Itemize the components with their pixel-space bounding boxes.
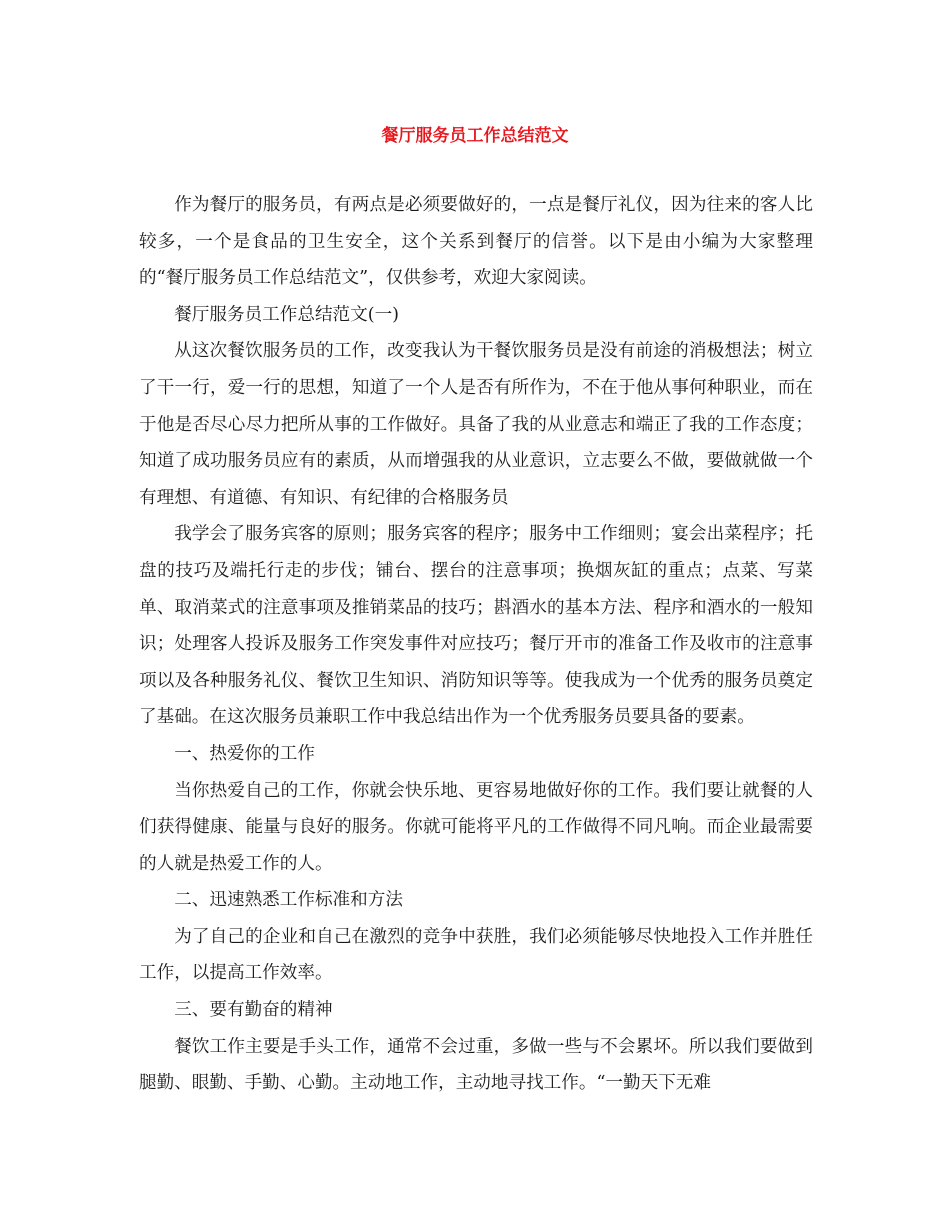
paragraph: 为了自己的企业和自己在激烈的竞争中获胜，我们必须能够尽快地投入工作并胜任工作，以提高工作效率。 <box>139 926 813 984</box>
paragraph: 当你热爱自己的工作，你就会快乐地、更容易地做好你的工作。我们要让就餐的人们获得健康、能量与良好的服务。你就可能将平凡的工作做得不同凡响。而企业最需要的人就是热爱工作的人。 <box>139 780 813 874</box>
section-heading: 餐厅服务员工作总结范文(一) <box>174 304 400 325</box>
subheading: 二、迅速熟悉工作标准和方法 <box>174 890 403 911</box>
paragraph: 从这次餐饮服务员的工作，改变我认为干餐饮服务员是没有前途的消极想法；树立了干一行，爱一行的思想，知道了一个人是否有所作为，不在于他从事何种职业，而在于他是否尽心尽力把所从事的工作做好。具备了我的从业意志和端正了我的工作态度；知道了成功服务员应有的素质，从而增强我的从业意识，立志要么不做，要做就做一个有理想、有道德、有知识、有纪律的合格服务员 <box>139 341 813 508</box>
paragraph: 餐饮工作主要是手头工作，通常不会过重，多做一些与不会累坏。所以我们要做到腿勤、眼勤、手勤、心勤。主动地工作，主动地寻找工作。“一勤天下无难 <box>139 1036 813 1094</box>
document-title: 餐厅服务员工作总结范文 <box>381 126 569 146</box>
subheading: 一、热爱你的工作 <box>174 743 315 764</box>
paragraph-intro: 作为餐厅的服务员，有两点是必须要做好的，一点是餐厅礼仪，因为往来的客人比较多，一个是食品的卫生安全，这个关系到餐厅的信誉。以下是由小编为大家整理的“餐厅服务员工作总结范文”，仅供参考，欢迎大家阅读。 <box>139 195 813 289</box>
document-body <box>139 187 813 1102</box>
paragraph: 我学会了服务宾客的原则；服务宾客的程序；服务中工作细则；宴会出菜程序；托盘的技巧及端托行走的步伐；铺台、摆台的注意事项；换烟灰缸的重点；点菜、写菜单、取消菜式的注意事项及推销菜品的技巧；斟酒水的基本方法、程序和酒水的一般知识；处理客人投诉及服务工作突发事件对应技巧；餐厅开市的准备工作及收市的注意事项以及各种服务礼仪、餐饮卫生知识、消防知识等等。使我成为一个优秀的服务员奠定了基础。在这次服务员兼职工作中我总结出作为一个优秀服务员要具备的要素。 <box>139 524 813 728</box>
subheading: 三、要有勤奋的精神 <box>174 1000 333 1021</box>
